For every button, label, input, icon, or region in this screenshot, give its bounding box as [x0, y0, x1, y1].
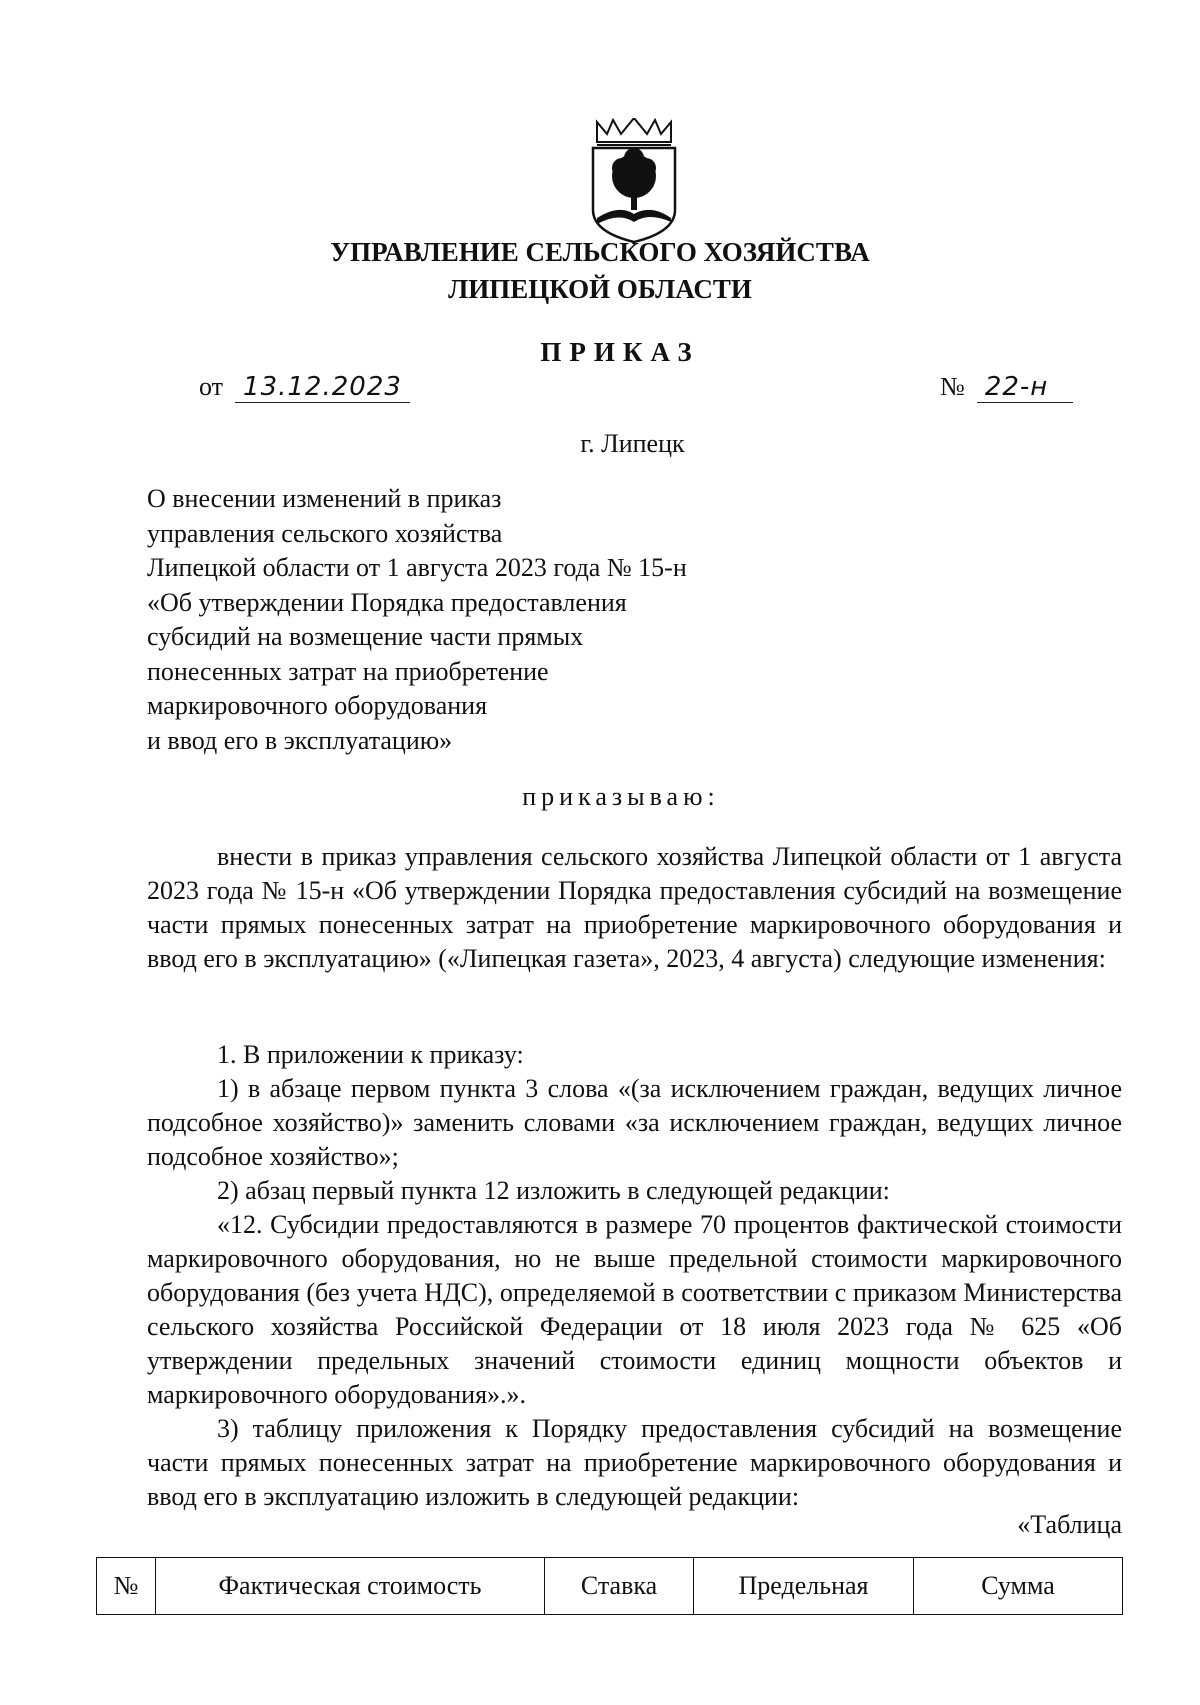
date-value: 13.12.2023: [235, 372, 410, 403]
title-line: субсидий на возмещение части прямых: [147, 622, 584, 651]
title-line: Липецкой области от 1 августа 2023 года № 15-н: [147, 553, 687, 582]
city: г. Липецк: [580, 429, 685, 458]
document-type: ПРИКАЗ: [540, 337, 700, 367]
paragraph: 2) абзац первый пункта 12 изложить в следующей редакции:: [217, 1176, 890, 1205]
date-row: [199, 372, 410, 403]
paragraph: 1) в абзаце первом пункта 3 слова «(за исключением граждан, ведущих личное подсобное хозяйство)» заменить словами «за исключением граждан, ведущих личное подсобное хозяйство»;: [147, 1074, 1122, 1171]
amendments: [147, 1038, 1122, 1514]
table-label: «Таблица: [1017, 1510, 1122, 1539]
number-row: [940, 372, 1073, 403]
subsidy-table: [96, 1557, 1123, 1615]
title-line: О внесении изменений в приказ: [147, 484, 502, 513]
paragraph: 1. В приложении к приказу:: [217, 1040, 524, 1069]
table-header-cell: №: [97, 1558, 156, 1615]
paragraph: внести в приказ управления сельского хозяйства Липецкой области от 1 августа 2023 года № 15-н «Об утверждении Порядка предоставления субсидий на возмещение части прямых понесенных затрат на приобретение маркировочного оборудования и ввод его в эксплуатацию» («Липецкая газета», 2023, 4 августа) следующие изменения:: [147, 842, 1122, 973]
document-title: [147, 482, 687, 758]
paragraph-intro: [147, 840, 1122, 976]
title-line: маркировочного оборудования: [147, 691, 488, 720]
number-value: 22-н: [977, 372, 1073, 403]
table-header-cell: Фактическая стоимость: [156, 1558, 545, 1615]
number-prefix: №: [940, 372, 965, 401]
title-line: и ввод его в эксплуатацию»: [147, 725, 453, 755]
title-line: «Об утверждении Порядка предоставления: [147, 587, 627, 617]
table-header-cell: Сумма: [914, 1558, 1123, 1615]
table-header-cell: Предельная: [694, 1558, 914, 1615]
table-header-row: [97, 1558, 1123, 1615]
date-prefix: от: [199, 372, 224, 401]
paragraph: 3) таблицу приложения к Порядку предоставления субсидий на возмещение части прямых понесенных затрат на приобретение маркировочного оборудования и ввод его в эксплуатацию изложить в следующей редакции:: [147, 1414, 1122, 1511]
command-word: приказываю:: [522, 782, 720, 811]
title-line: понесенных затрат на приобретение: [147, 656, 549, 686]
organization-name-line-1: УПРАВЛЕНИЕ СЕЛЬСКОГО ХОЗЯЙСТВА: [330, 237, 870, 267]
organization-name-line-2: ЛИПЕЦКОЙ ОБЛАСТИ: [448, 274, 752, 304]
title-line: управления сельского хозяйства: [147, 518, 503, 548]
coat-of-arms-icon: [589, 118, 679, 244]
table-header-cell: Ставка: [545, 1558, 694, 1615]
paragraph: «12. Субсидии предоставляются в размере 70 процентов фактической стоимости маркировочного оборудования, но не выше предельной стоимости маркировочного оборудования (без учета НДС), определяемой в соответствии с приказом Министерства сельского хозяйства Российской Федерации от 18 июля 2023 года № 625 «Об утверждении предельных значений стоимости единиц мощности объектов и маркировочного оборудования».».: [147, 1210, 1122, 1409]
